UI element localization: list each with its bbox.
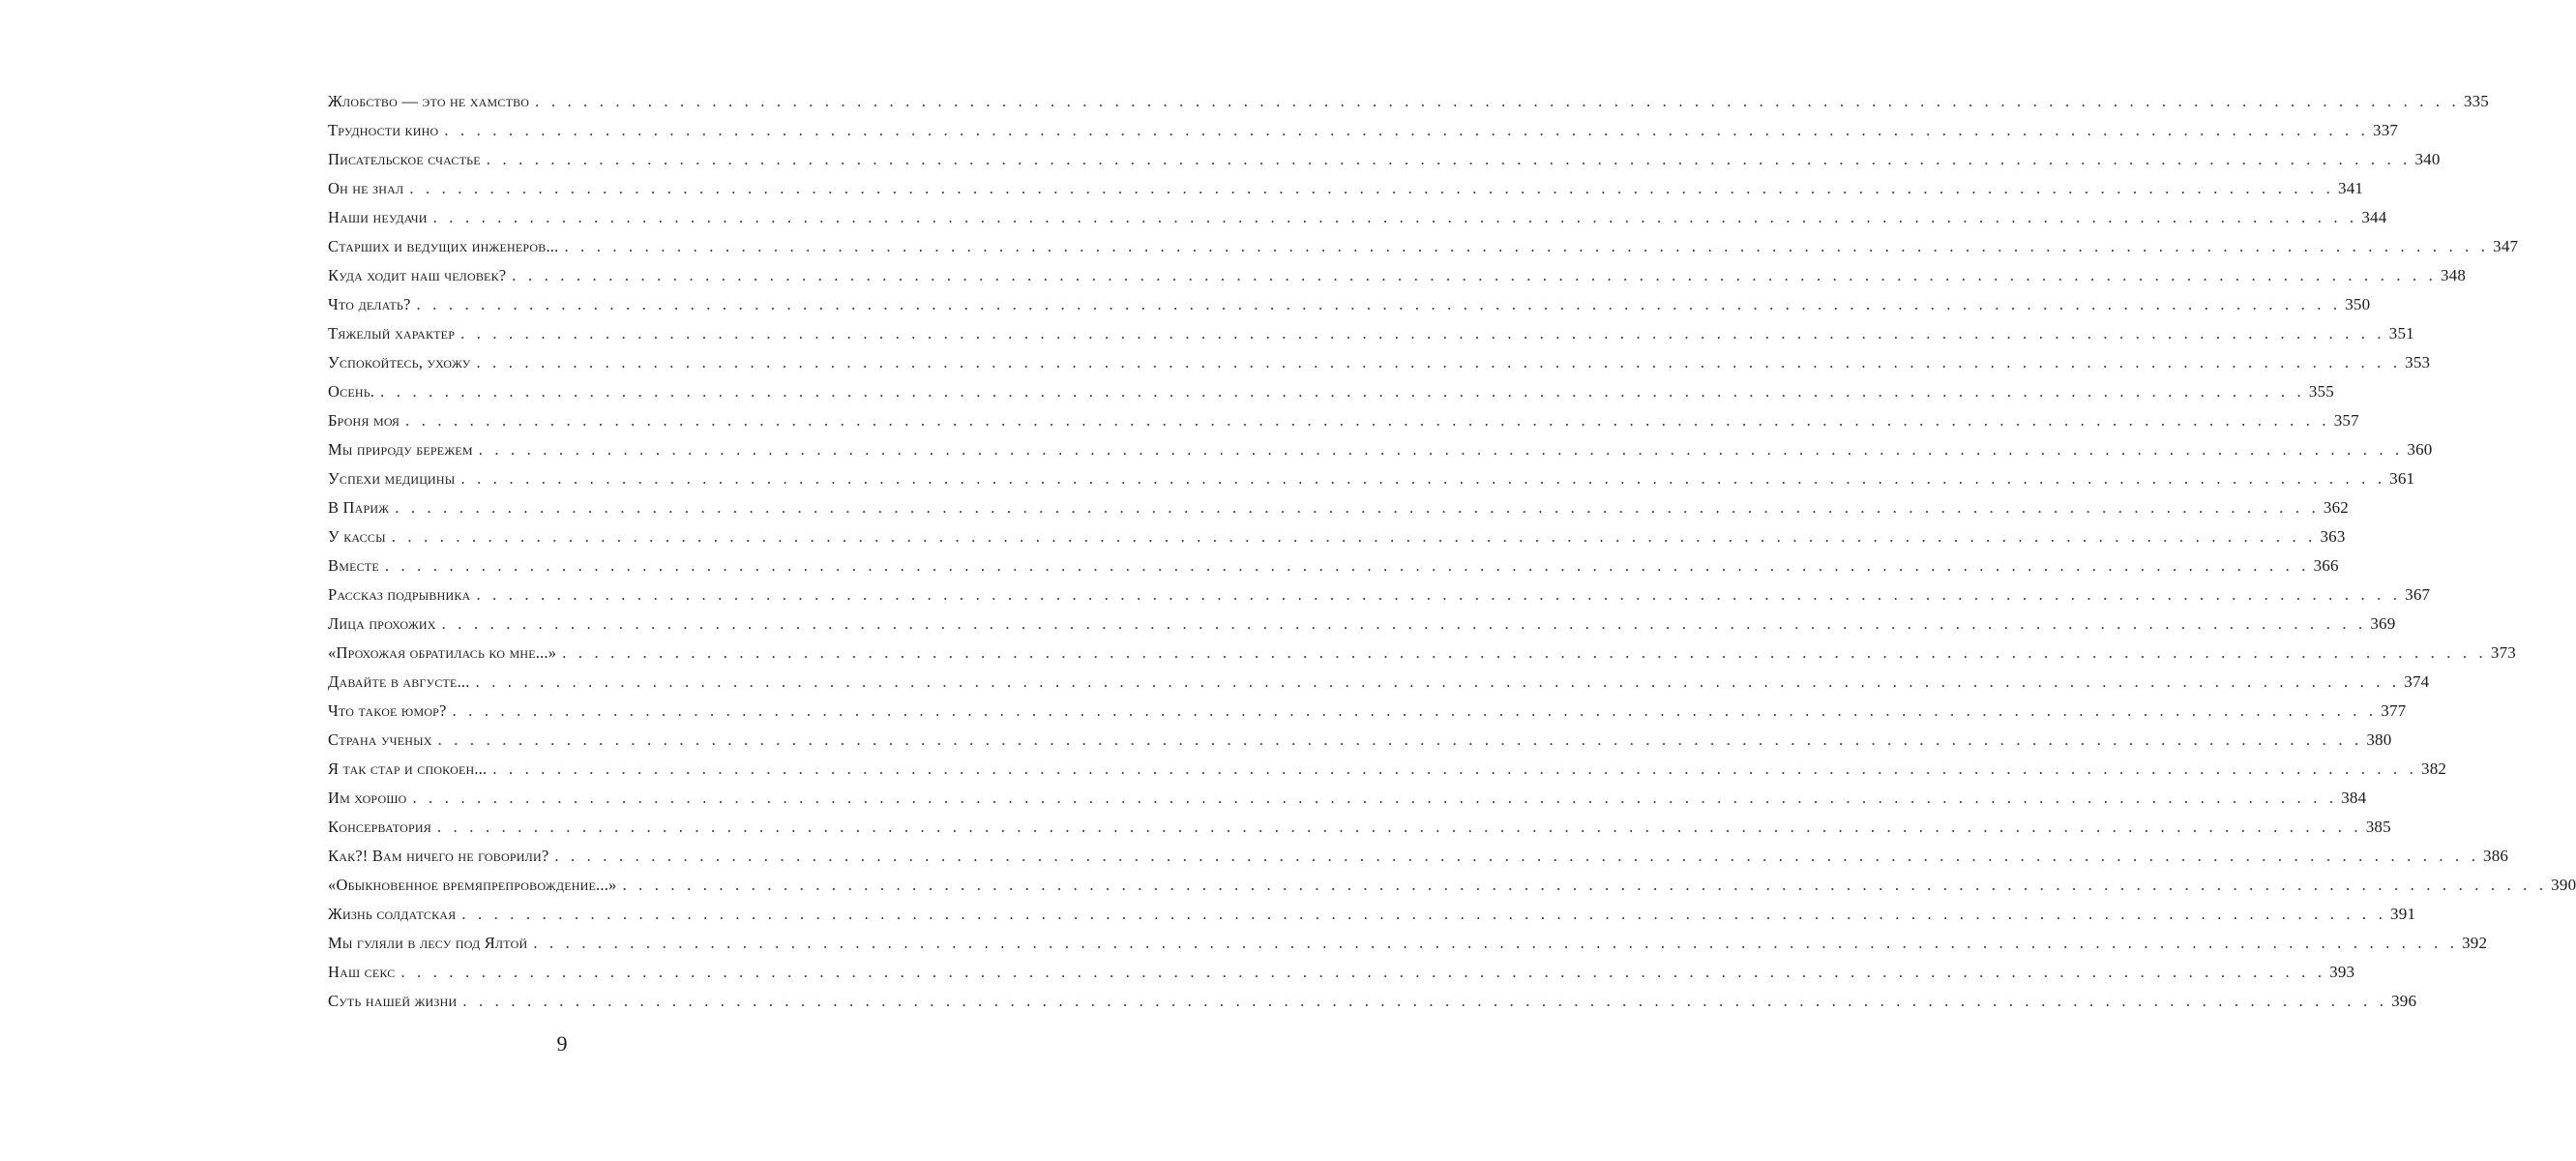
dot-leader: . . . . . . . . . . . . . . . . . . . . . . . . . . . . . . . . . . . . . . . . . . . . . . . . . . . . . . . . . . . . . . . . . . . . . . . . . . . . . . . . . . . . . . . . . . . . . . . . . . . . . . . . . . . . . . . . . . . . . . . . <box>476 585 2402 604</box>
toc-entry-page: 384 <box>2341 789 2367 807</box>
dot-leader: . . . . . . . . . . . . . . . . . . . . . . . . . . . . . . . . . . . . . . . . . . . . . . . . . . . . . . . . . . . . . . . . . . . . . . . . . . . . . . . . . . . . . . . . . . . . . . . . . . . . . . . . . . . . . . . . . . . . . . . . <box>380 382 2305 401</box>
toc-entry <box>328 755 2447 784</box>
dot-leader: . . . . . . . . . . . . . . . . . . . . . . . . . . . . . . . . . . . . . . . . . . . . . . . . . . . . . . . . . . . . . . . . . . . . . . . . . . . . . . . . . . . . . . . . . . . . . . . . . . . . . . . . . . . . . . . . . . . . . . . . <box>452 701 2378 720</box>
dot-leader: . . . . . . . . . . . . . . . . . . . . . . . . . . . . . . . . . . . . . . . . . . . . . . . . . . . . . . . . . . . . . . . . . . . . . . . . . . . . . . . . . . . . . . . . . . . . . . . . . . . . . . . . . . . . . . . . . . . . . . . . <box>475 672 2401 691</box>
toc-entry <box>328 929 2488 958</box>
toc-entry <box>328 116 2399 145</box>
toc-entry <box>328 319 2414 348</box>
dot-leader: . . . . . . . . . . . . . . . . . . . . . . . . . . . . . . . . . . . . . . . . . . . . . . . . . . . . . . . . . . . . . . . . . . . . . . . . . . . . . . . . . . . . . . . . . . . . . . . . . . . . . . . . . . . . . . . . . . . . . . . . <box>437 818 2362 836</box>
toc-entry-page: 373 <box>2490 643 2516 662</box>
dot-leader: . . . . . . . . . . . . . . . . . . . . . . . . . . . . . . . . . . . . . . . . . . . . . . . . . . . . . . . . . . . . . . . . . . . . . . . . . . . . . . . . . . . . . . . . . . . . . . . . . . . . . . . . . . . . . . . . . . . . . . . . <box>405 411 2330 430</box>
toc-entry-title: Наши неудачи <box>328 208 428 226</box>
toc-entry <box>328 261 2467 290</box>
dot-leader: . . . . . . . . . . . . . . . . . . . . . . . . . . . . . . . . . . . . . . . . . . . . . . . . . . . . . . . . . . . . . . . . . . . . . . . . . . . . . . . . . . . . . . . . . . . . . . . . . . . . . . . . . . . . . . . . . . . . . . . . <box>492 759 2418 778</box>
toc-entry-title: Что такое юмор? <box>328 701 447 720</box>
dot-leader: . . . . . . . . . . . . . . . . . . . . . . . . . . . . . . . . . . . . . . . . . . . . . . . . . . . . . . . . . . . . . . . . . . . . . . . . . . . . . . . . . . . . . . . . . . . . . . . . . . . . . . . . . . . . . . . . . . . . . . . . <box>395 498 2320 517</box>
dot-leader: . . . . . . . . . . . . . . . . . . . . . . . . . . . . . . . . . . . . . . . . . . . . . . . . . . . . . . . . . . . . . . . . . . . . . . . . . . . . . . . . . . . . . . . . . . . . . . . . . . . . . . . . . . . . . . . . . . . . . . . . <box>400 963 2326 981</box>
toc-entry-title: Он не знал <box>328 179 404 197</box>
dot-leader: . . . . . . . . . . . . . . . . . . . . . . . . . . . . . . . . . . . . . . . . . . . . . . . . . . . . . . . . . . . . . . . . . . . . . . . . . . . . . . . . . . . . . . . . . . . . . . . . . . . . . . . . . . . . . . . . . . . . . . . . <box>562 643 2487 662</box>
dot-leader: . . . . . . . . . . . . . . . . . . . . . . . . . . . . . . . . . . . . . . . . . . . . . . . . . . . . . . . . . . . . . . . . . . . . . . . . . . . . . . . . . . . . . . . . . . . . . . . . . . . . . . . . . . . . . . . . . . . . . . . . <box>564 237 2490 255</box>
toc-entry-page: 341 <box>2338 179 2364 197</box>
toc-entry-title: Старших и ведущих инженеров... <box>328 237 559 255</box>
toc-entry-page: 390 <box>2551 876 2576 894</box>
dot-leader: . . . . . . . . . . . . . . . . . . . . . . . . . . . . . . . . . . . . . . . . . . . . . . . . . . . . . . . . . . . . . . . . . . . . . . . . . . . . . . . . . . . . . . . . . . . . . . . . . . . . . . . . . . . . . . . . . . . . . . . . <box>384 556 2310 575</box>
toc-entry-page: 391 <box>2390 905 2416 923</box>
page-number: 9 <box>556 1031 568 1056</box>
toc-entry-page: 355 <box>2308 382 2334 401</box>
toc-entry-page: 369 <box>2370 614 2396 633</box>
toc-entry <box>328 900 2416 929</box>
dot-leader: . . . . . . . . . . . . . . . . . . . . . . . . . . . . . . . . . . . . . . . . . . . . . . . . . . . . . . . . . . . . . . . . . . . . . . . . . . . . . . . . . . . . . . . . . . . . . . . . . . . . . . . . . . . . . . . . . . . . . . . . <box>512 266 2437 284</box>
toc-entry-title: Писательское счастье <box>328 150 481 168</box>
dot-leader: . . . . . . . . . . . . . . . . . . . . . . . . . . . . . . . . . . . . . . . . . . . . . . . . . . . . . . . . . . . . . . . . . . . . . . . . . . . . . . . . . . . . . . . . . . . . . . . . . . . . . . . . . . . . . . . . . . . . . . . . <box>535 92 2460 110</box>
toc-entry-title: Жлобство — это не хамство <box>328 92 530 110</box>
toc-entry-page: 393 <box>2329 963 2355 981</box>
toc-entry <box>328 580 2431 610</box>
toc-entry <box>328 406 2359 435</box>
dot-leader: . . . . . . . . . . . . . . . . . . . . . . . . . . . . . . . . . . . . . . . . . . . . . . . . . . . . . . . . . . . . . . . . . . . . . . . . . . . . . . . . . . . . . . . . . . . . . . . . . . . . . . . . . . . . . . . . . . . . . . . . <box>476 353 2402 372</box>
toc-entry-title: Страна ученых <box>328 730 432 749</box>
toc-entry-title: Успокойтесь, ухожу <box>328 353 471 372</box>
dot-leader: . . . . . . . . . . . . . . . . . . . . . . . . . . . . . . . . . . . . . . . . . . . . . . . . . . . . . . . . . . . . . . . . . . . . . . . . . . . . . . . . . . . . . . . . . . . . . . . . . . . . . . . . . . . . . . . . . . . . . . . . <box>622 876 2548 894</box>
toc-entry-title: Мы гуляли в лесу под Ялтой <box>328 934 528 952</box>
toc-entry-title: Давайте в августе... <box>328 672 470 691</box>
dot-leader: . . . . . . . . . . . . . . . . . . . . . . . . . . . . . . . . . . . . . . . . . . . . . . . . . . . . . . . . . . . . . . . . . . . . . . . . . . . . . . . . . . . . . . . . . . . . . . . . . . . . . . . . . . . . . . . . . . . . . . . . <box>460 324 2385 342</box>
toc-entry <box>328 784 2367 813</box>
toc-entry-title: Я так стар и спокоен... <box>328 759 488 778</box>
toc-entry-page: 377 <box>2381 701 2407 720</box>
toc-entry-title: Как?! Вам ничего не говорили? <box>328 847 549 865</box>
dot-leader: . . . . . . . . . . . . . . . . . . . . . . . . . . . . . . . . . . . . . . . . . . . . . . . . . . . . . . . . . . . . . . . . . . . . . . . . . . . . . . . . . . . . . . . . . . . . . . . . . . . . . . . . . . . . . . . . . . . . . . . . <box>412 789 2338 807</box>
toc-entry-title: Куда ходит наш человек? <box>328 266 507 284</box>
toc-entry-title: Осень. <box>328 382 375 401</box>
dot-leader: . . . . . . . . . . . . . . . . . . . . . . . . . . . . . . . . . . . . . . . . . . . . . . . . . . . . . . . . . . . . . . . . . . . . . . . . . . . . . . . . . . . . . . . . . . . . . . . . . . . . . . . . . . . . . . . . . . . . . . . . <box>478 440 2404 459</box>
toc-entry <box>328 871 2576 900</box>
toc-entry-title: Рассказ подрывника <box>328 585 471 604</box>
toc-entry <box>328 668 2430 697</box>
toc-entry <box>328 435 2433 464</box>
toc-entry-title: Трудности кино <box>328 121 439 139</box>
toc-entry <box>328 551 2339 580</box>
toc-entry-page: 360 <box>2407 440 2433 459</box>
toc-entry-page: 353 <box>2405 353 2431 372</box>
dot-leader: . . . . . . . . . . . . . . . . . . . . . . . . . . . . . . . . . . . . . . . . . . . . . . . . . . . . . . . . . . . . . . . . . . . . . . . . . . . . . . . . . . . . . . . . . . . . . . . . . . . . . . . . . . . . . . . . . . . . . . . . <box>462 992 2388 1010</box>
toc-entry <box>328 726 2392 755</box>
toc-entry <box>328 87 2489 116</box>
toc-entry-page: 362 <box>2323 498 2350 517</box>
dot-leader: . . . . . . . . . . . . . . . . . . . . . . . . . . . . . . . . . . . . . . . . . . . . . . . . . . . . . . . . . . . . . . . . . . . . . . . . . . . . . . . . . . . . . . . . . . . . . . . . . . . . . . . . . . . . . . . . . . . . . . . . <box>391 527 2317 546</box>
toc-entry-page: 344 <box>2361 208 2387 226</box>
dot-leader: . . . . . . . . . . . . . . . . . . . . . . . . . . . . . . . . . . . . . . . . . . . . . . . . . . . . . . . . . . . . . . . . . . . . . . . . . . . . . . . . . . . . . . . . . . . . . . . . . . . . . . . . . . . . . . . . . . . . . . . . <box>416 295 2342 313</box>
dot-leader: . . . . . . . . . . . . . . . . . . . . . . . . . . . . . . . . . . . . . . . . . . . . . . . . . . . . . . . . . . . . . . . . . . . . . . . . . . . . . . . . . . . . . . . . . . . . . . . . . . . . . . . . . . . . . . . . . . . . . . . . <box>409 179 2334 197</box>
toc-entry-title: «Прохожая обратилась ко мне...» <box>328 643 557 662</box>
toc-entry-page: 367 <box>2405 585 2431 604</box>
toc-entry-page: 340 <box>2414 150 2441 168</box>
toc-entry-page: 366 <box>2313 556 2339 575</box>
table-of-contents <box>328 87 2576 1016</box>
dot-leader: . . . . . . . . . . . . . . . . . . . . . . . . . . . . . . . . . . . . . . . . . . . . . . . . . . . . . . . . . . . . . . . . . . . . . . . . . . . . . . . . . . . . . . . . . . . . . . . . . . . . . . . . . . . . . . . . . . . . . . . . <box>444 121 2370 139</box>
toc-entry-title: В Париж <box>328 498 390 517</box>
toc-entry-title: Броня моя <box>328 411 400 430</box>
toc-entry-title: Успехи медицины <box>328 469 456 488</box>
toc-entry-page: 337 <box>2373 121 2399 139</box>
toc-entry <box>328 174 2364 203</box>
toc-entry <box>328 232 2519 261</box>
toc-entry-title: Жизнь солдатская <box>328 905 457 923</box>
toc-entry <box>328 348 2431 377</box>
toc-entry-page: 385 <box>2365 818 2391 836</box>
toc-entry <box>328 377 2334 406</box>
toc-entry-title: Суть нашей жизни <box>328 992 458 1010</box>
toc-entry-title: Лица прохожих <box>328 614 436 633</box>
dot-leader: . . . . . . . . . . . . . . . . . . . . . . . . . . . . . . . . . . . . . . . . . . . . . . . . . . . . . . . . . . . . . . . . . . . . . . . . . . . . . . . . . . . . . . . . . . . . . . . . . . . . . . . . . . . . . . . . . . . . . . . . <box>554 847 2480 865</box>
toc-entry-page: 335 <box>2463 92 2489 110</box>
toc-entry <box>328 493 2350 522</box>
toc-entry-title: У кассы <box>328 527 386 546</box>
dot-leader: . . . . . . . . . . . . . . . . . . . . . . . . . . . . . . . . . . . . . . . . . . . . . . . . . . . . . . . . . . . . . . . . . . . . . . . . . . . . . . . . . . . . . . . . . . . . . . . . . . . . . . . . . . . . . . . . . . . . . . . . <box>461 905 2387 923</box>
toc-entry <box>328 639 2516 668</box>
toc-entry <box>328 203 2387 232</box>
dot-leader: . . . . . . . . . . . . . . . . . . . . . . . . . . . . . . . . . . . . . . . . . . . . . . . . . . . . . . . . . . . . . . . . . . . . . . . . . . . . . . . . . . . . . . . . . . . . . . . . . . . . . . . . . . . . . . . . . . . . . . . . <box>533 934 2459 952</box>
toc-entry-page: 386 <box>2483 847 2509 865</box>
toc-entry <box>328 145 2441 174</box>
toc-entry <box>328 987 2417 1016</box>
toc-entry <box>328 958 2355 987</box>
toc-entry-page: 361 <box>2389 469 2415 488</box>
toc-entry-title: Наш секс <box>328 963 396 981</box>
dot-leader: . . . . . . . . . . . . . . . . . . . . . . . . . . . . . . . . . . . . . . . . . . . . . . . . . . . . . . . . . . . . . . . . . . . . . . . . . . . . . . . . . . . . . . . . . . . . . . . . . . . . . . . . . . . . . . . . . . . . . . . . <box>460 469 2386 488</box>
toc-entry <box>328 842 2509 871</box>
toc-entry-title: Тяжелый характер <box>328 324 456 342</box>
toc-entry-page: 350 <box>2345 295 2371 313</box>
toc-entry-page: 392 <box>2462 934 2488 952</box>
toc-entry-page: 380 <box>2366 730 2392 749</box>
toc-entry-page: 374 <box>2404 672 2430 691</box>
toc-entry-page: 382 <box>2421 759 2447 778</box>
toc-entry <box>328 464 2415 493</box>
dot-leader: . . . . . . . . . . . . . . . . . . . . . . . . . . . . . . . . . . . . . . . . . . . . . . . . . . . . . . . . . . . . . . . . . . . . . . . . . . . . . . . . . . . . . . . . . . . . . . . . . . . . . . . . . . . . . . . . . . . . . . . . <box>432 208 2358 226</box>
toc-entry-page: 357 <box>2333 411 2359 430</box>
toc-entry-title: Им хорошо <box>328 789 407 807</box>
toc-entry <box>328 610 2396 639</box>
dot-leader: . . . . . . . . . . . . . . . . . . . . . . . . . . . . . . . . . . . . . . . . . . . . . . . . . . . . . . . . . . . . . . . . . . . . . . . . . . . . . . . . . . . . . . . . . . . . . . . . . . . . . . . . . . . . . . . . . . . . . . . . <box>441 614 2367 633</box>
toc-entry-title: Что делать? <box>328 295 411 313</box>
toc-entry <box>328 697 2407 726</box>
toc-entry-title: Мы природу бережем <box>328 440 473 459</box>
toc-entry-page: 396 <box>2391 992 2417 1010</box>
dot-leader: . . . . . . . . . . . . . . . . . . . . . . . . . . . . . . . . . . . . . . . . . . . . . . . . . . . . . . . . . . . . . . . . . . . . . . . . . . . . . . . . . . . . . . . . . . . . . . . . . . . . . . . . . . . . . . . . . . . . . . . . <box>437 730 2363 749</box>
toc-entry-title: Вместе <box>328 556 379 575</box>
toc-entry-page: 348 <box>2440 266 2467 284</box>
toc-entry-title: Консерватория <box>328 818 431 836</box>
toc-entry <box>328 290 2371 319</box>
dot-leader: . . . . . . . . . . . . . . . . . . . . . . . . . . . . . . . . . . . . . . . . . . . . . . . . . . . . . . . . . . . . . . . . . . . . . . . . . . . . . . . . . . . . . . . . . . . . . . . . . . . . . . . . . . . . . . . . . . . . . . . . <box>486 150 2412 168</box>
toc-entry-page: 351 <box>2388 324 2414 342</box>
toc-entry-page: 363 <box>2320 527 2346 546</box>
toc-entry-page: 347 <box>2493 237 2519 255</box>
toc-entry-title: «Обыкновенное времяпрепровождение...» <box>328 876 617 894</box>
toc-entry <box>328 813 2391 842</box>
toc-entry <box>328 522 2346 551</box>
